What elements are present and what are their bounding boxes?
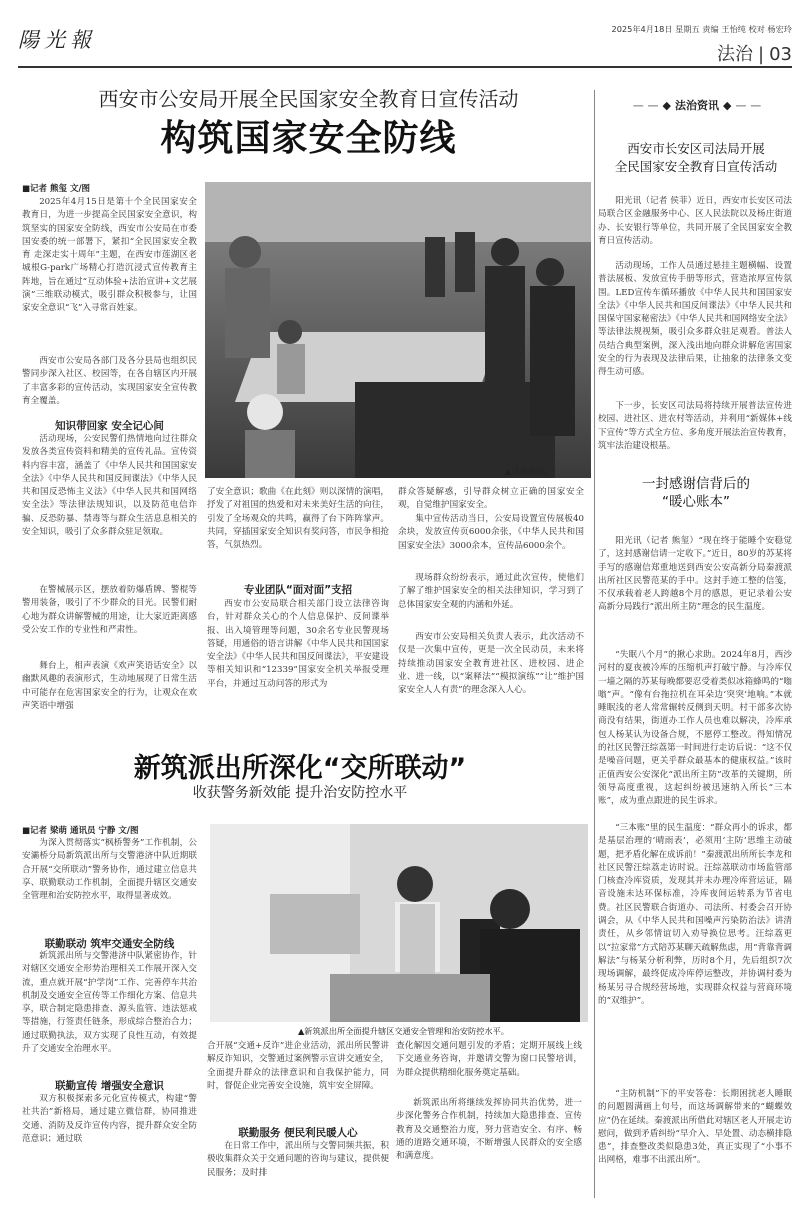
police-desk-illustration [210,824,588,1022]
section-name: 法治 [717,44,754,65]
article1-para3: 舞台上，相声表演《欢声笑语话安全》以幽默风趣的表演形式，生动地展现了日常生活中可能存在危害国家安全的行为，让观众在欢声笑语中增强 [22,661,197,711]
article1-byline: ■记者 熊玺 文/图 [22,184,91,194]
article1-col3-para2: 集中宣传活动当日，公安局设置宣传展板40余块，发放宣传页6000余张，《中华人民共和国国家安全法》3000余本，宣传品6000余个。 [398,514,584,551]
article1-photo-caption: ▲活动现场。 [505,466,553,476]
news1-title [600,140,792,176]
article2-subhead3: 联勤服务 便民利民暖人心 [238,1127,358,1139]
news2-title-line1: 一封感谢信背后的 [642,476,750,492]
page-number: 03 [769,44,792,65]
news1-para1: 阳光讯（记者 侯菲）近日，西安市长安区司法局联合区金融服务中心、区人民法院以及杨庄街道办、长安银行等单位，共同开展了全民国家安全教育日宣传活动。 [598,196,792,246]
article1-kicker: 西安市公安局开展全民国家安全教育日宣传活动 [98,87,519,111]
sidebar-divider [594,90,595,1198]
masthead-rule [18,66,792,68]
masthead-meta: 2025年4月18日 星期五 责编 王怡纯 校对 杨宏玲 [611,24,792,34]
article2-col3-para1: 查化解因交通问题引发的矛盾；定期开展线上线下交通业务咨询，并邀请交警为窗口民警培训，为群众提供精细化服务奠定基础。 [396,1041,582,1078]
article1-para1: 活动现场，公安民警们热情地向过往群众发放各类宣传资料和精美的宣传礼品。宣传资料内容丰富，涵盖了《中华人民共和国国家安全法》《中华人民共和国反间谍法》《中华人民共和国反恐怖主义法》《中华人民共和国网络安全法》等法律法规知识，以及防范电信诈骗、反恐防暴、禁毒等与群众生活息息相关的安全知识，吸引了众多群众驻足领取。 [22,434,197,538]
article2-subhead2: 联勤宣传 增强安全意识 [55,1080,164,1092]
article1-col3-para1: 群众答疑解惑，引导群众树立正确的国家安全观，自觉维护国家安全。 [398,487,584,511]
article2-intro: 为深入贯彻落实“枫桥警务”工作机制，公安灞桥分局新筑派出所与交警港济中队近期联合开展“交所联动”警务协作，通过建立信息共享、联勤联动工作机制，全面提升辖区交通安全管理和治安防控水平，取得显著成效。 [22,838,197,902]
article1-intro2: 西安市公安局各部门及各分县局也组织民警同步深入社区、校园等，在各自辖区内开展了丰富多彩的宣传活动，实现国家安全宣传教育全覆盖。 [22,356,197,406]
article2-col3-para2: 新筑派出所将继续发挥协同共治优势，进一步深化警务合作机制，持续加大隐患排查、宣传教育及交通整治力度，努力营造安全、有序、畅通的道路交通环境，不断增强人民群众的安全感和满意度。 [396,1098,582,1162]
article2-photo-caption: ▲新筑派出所全面提升辖区交通安全管理和治安防控水平。 [298,1026,509,1036]
sidebar-badge-diamond-icon: ◆ [662,99,671,112]
article2-photo [210,824,588,1022]
news2-title [600,475,792,511]
news1-title-line2: 全民国家安全教育日宣传活动 [614,159,778,174]
article2-para1: 新筑派出所与交警港济中队紧密协作，针对辖区交通安全形势治理相关工作展开深入交流，重点就开展“护学岗”工作、完善停车共治机制及交通安全宣传等工作细化方案、信息共享，联合制定隐患排查、源头监管、违法惩戒等措施，行签责任链条，形成综合整治合力；通过联勤执法，双方实现了良性互动，有效提升了交通安全治理水平。 [22,951,197,1055]
news1-para2: 活动现场，工作人员通过悬挂主题横幅、设置普法展板、发放宣传手册等形式，营造浓厚宣传氛围。LED宣传车循环播放《中华人民共和国国家安全法》《中华人民共和国反间谍法》《中华人民共和国保守国家秘密法》《中华人民共和国网络安全法》等法律法规视频，吸引众多群众驻足观看。普法人员结合典型案例，深入浅出地向群众讲解危害国家安全的行为表现及法律后果，让抽象的法律条文变得生动可感。 [598,261,792,378]
article1-subhead2: 专业团队“面对面”支招 [243,584,353,596]
article1-col2-para1: 了安全意识；歌曲《在此刻》则以深情的演唱，抒发了对祖国的热爱和对未来美好生活的向往，引发了全场观众的共鸣，赢得了台下阵阵掌声。共同，穿插国家安全知识有奖问答，市民争相抢答，气氛热烈。 [207,487,389,551]
article2-subtitle: 收获警务新效能 提升治安防控水平 [192,785,408,801]
article1-subhead1: 知识带回家 安全记心间 [55,420,164,432]
news2-para1: 阳光讯（记者 熊玺）“现在终于能睡个安稳觉了，这封感谢信请一定收下。”近日，80岁的苏某将手写的感谢信郑重地送到西安公安高新分局秦渡派出所社区民警范某的手中。这封手迹工整的信笺，不仅承载着老人跨越8个月的感恩，更记录着公安高新分局践行“派出所主防”理念的民生温度。 [598,536,792,613]
article2-byline: ■记者 梁萌 通讯员 宁静 文/图 [22,826,139,836]
sidebar-badge-text: 法治资讯 [675,99,719,112]
event-scene-illustration [205,182,591,478]
masthead-logo: 陽光報 [18,28,96,52]
news2-para3: “三本账”里的民生温度：“群众再小的诉求，都是基层治理的‘晴雨表’，必须用‘主防’思维主动破题，把矛盾化解在成诉前！”秦渡派出所所长李龙和社区民警汪综荔走访时说。汪综荔联动市场监管部门核查冷库资质，发现其并未办理冷库营运证，隔音设施未达环保标准，冷库夜间运转系为节省电费。社区民警联合街道办、司法所、村委会召开协调会，从《中华人民共和国噪声污染防治法》讲清责任，从乡邻情谊切入劝导换位思考。汪综荔更以“拉家常”方式陪苏某聊天疏解焦虑，用“背靠背调解法”与杨某分析利弊，历时8个月，先后组织7次现场调解，最终促成冷库停运整改，并协调村委为杨某另寻合规经营场地，实现群众权益与营商环境的“双维护”。 [598,823,792,1006]
article1-title: 构筑国家安全防线 [160,118,457,159]
article1-col3-para4: 西安市公安局相关负责人表示，此次活动不仅是一次集中宣传，更是一次全民动员，未来将持续推动国家安全教育进社区、进校园、进企业、进一线，以“案释法”“模拟演练”“让”维护国家安全人人有责”的理念深入人心。 [398,632,584,696]
article1-intro: 2025年4月15日是第十个全民国家安全教育日，为进一步提高全民国家安全意识，构筑坚实的国家安全防线，西安市公安局在市委国安委的统一部署下，紧扣“全民国家安全教育 走深走实十周年”主题，在西安市莲湖区老城根G-park广场精心打造沉浸式宣传教育主阵地，旨在通过“互动体验+法治宣讲+文艺展演”三维联动模式，吸引群众积极参与，让国家安全意识“飞”入寻常百姓家。 [22,197,197,314]
news1-para3: 下一步，长安区司法局将持续开展普法宣传进校园、进社区、进农村等活动，并利用“新媒体+线下宣传”等方式全方位、多角度开展法治宣传教育，筑牢法治建设根基。 [598,401,792,451]
news2-title-line2: “暖心账本” [662,494,730,510]
news2-para4: “主防机制”下的平安答卷：长期困扰老人睡眠的问题圆满画上句号，而这场调解带来的“蝴蝶效应”仍在延续。秦渡派出所借此对辖区老人开展走访慰问，做到矛盾纠纷“早介入、早处置、动态横排隐患”，排查整改类似隐患3处，真正实现了“小事不出网格，难事不出派出所”。 [598,1089,792,1166]
article2-para2: 双方积极探索多元化宣传模式，构建“警社共治”新格局，通过建立微信群，协同推进交通、消防及反诈宣传内容，提升群众安全防范意识；通过联 [22,1094,197,1144]
article2-col2-para1: 合开展“交通+反诈”进企业活动，派出所民警讲解反诈知识，交警通过案例警示宣讲交通安全，全面提升群众的法律意识和自我保护能力，同时，督促企业完善安全设施，筑牢安全屏障。 [207,1041,389,1091]
article1-photo [205,182,591,478]
news2-para2: “失眠八个月”的揪心求助。2024年8月，西沙河村的夏夜被冷库的压缩机声打破宁静。与冷库仅一墙之隔的苏某每晚都要忍受着类似冰箱蜂鸣的“嗡嗡”声。“像有台拖拉机在耳朵边‘突突’地响。”本就睡眠浅的老人常常辗转反侧到天明。村干部多次协商没有结果，街道办工作人员也难以解决，冷库承包人杨某认为设备合规，不愿停工整改。得知情况的社区民警汪综荔第一时间进行走访后说：“这不仅是噪音问题，更关乎群众最基本的健康权益。”该时正值西安公安深化“派出所主防”改革的关键期，所领导高度重视，这起纠纷被迅速纳入所长“三本账”，成为重点跟进的民生诉求。 [598,650,792,807]
article2-subhead1: 联勤联动 筑牢交通安全防线 [44,938,175,950]
sidebar-badge: — — ◆ 法治资讯 ◆ — — [632,99,762,112]
article1-col3-para3: 现场群众纷纷表示，通过此次宣传，使他们了解了维护国家安全的相关法律知识，学习到了总体国家安全观的内涵和外延。 [398,573,584,610]
article1-para2: 在警械展示区，摆放着防爆盾牌、警棍等警用装备，吸引了不少群众的目光。民警们耐心地为群众讲解警械的用途，让大家近距离感受公安工作的专业性和严肃性。 [22,585,197,635]
article2-col2-para2: 在日常工作中，派出所与交警同频共振，积极收集群众关于交通问题的咨询与建议，提供便民服务；及时排 [207,1141,389,1178]
article2-title: 新筑派出所深化“交所联动” [133,753,467,784]
news1-title-line1: 西安市长安区司法局开展 [627,141,765,156]
section-label: 法治 | 03 [717,44,792,65]
article1-col2-para2: 西安市公安局联合相关部门设立法律咨询台，针对群众关心的个人信息保护、反间谍举报、出入境管理等问题，30余名专业民警现场答疑，用通俗的语言讲解《中华人民共和国国家安全法》《中华人民共和国反间谍法》，平安建设等相关知识和“12339”国家安全机关举报受理平台，并通过互动问答的形式为 [207,599,389,689]
